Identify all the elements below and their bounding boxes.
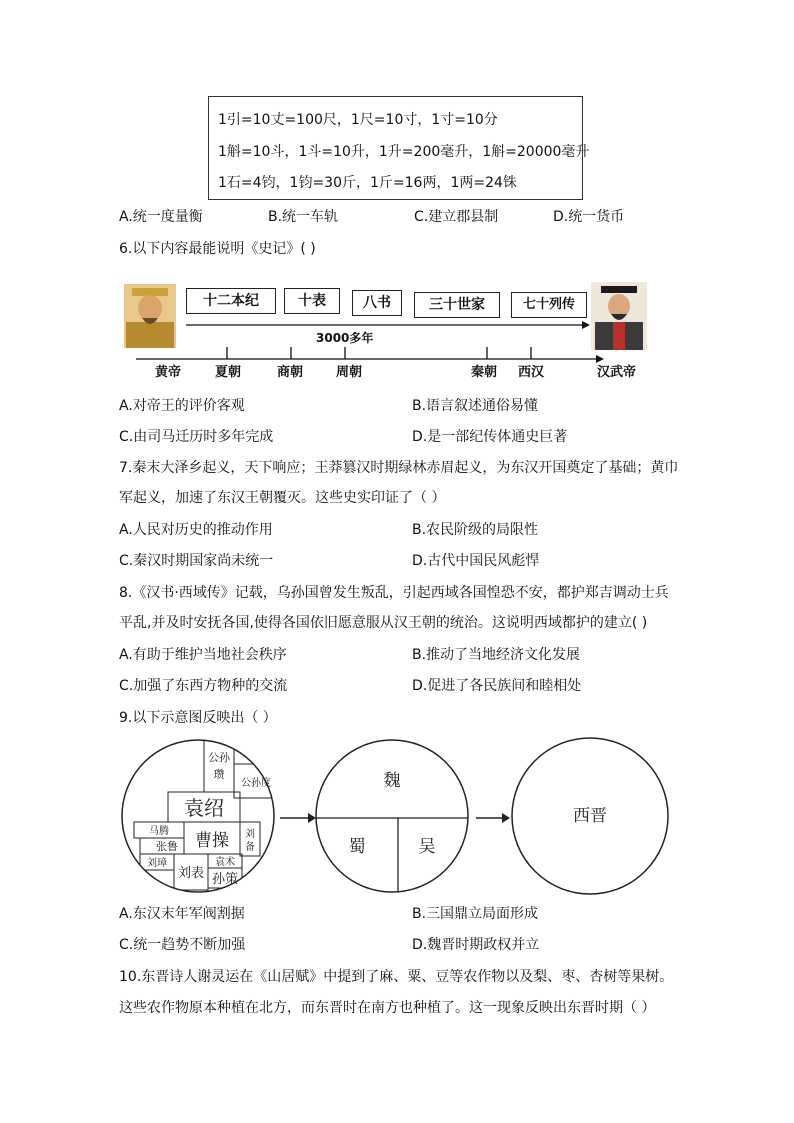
three-kingdoms-circle xyxy=(316,740,468,892)
q10-stem-line2: 这些农作物原本种植在北方，而东晋时在南方也种植了。这一现象反映出东晋时期（ ） xyxy=(119,1000,656,1016)
label-yuan-shao: 袁绍 xyxy=(184,796,224,820)
timeline-axis xyxy=(120,280,650,384)
tick-xia: 夏朝 xyxy=(215,365,242,380)
label-cao-cao: 曹操 xyxy=(195,831,229,851)
label-yuan-shu: 袁术 xyxy=(215,857,235,868)
label-shu: 蜀 xyxy=(348,837,366,857)
q9-option-b[interactable]: B.三国鼎立局面形成 xyxy=(412,906,539,922)
label-sun-ce: 孙策 xyxy=(211,872,239,887)
timeline-box-benji: 十二本纪 xyxy=(186,288,276,314)
unit-line-weight: 1石=4钧，1钧=30斤，1斤=16两，1两=24铢 xyxy=(218,175,517,191)
label-liu-bei-bottom: 备 xyxy=(245,842,255,853)
q7-stem-line1: 7.秦末大泽乡起义，天下响应；王莽篡汉时期绿林赤眉起义，为东汉开国奠定了基础；黄巾 xyxy=(119,460,679,476)
q5-option-a[interactable]: A.统一度量衡 xyxy=(119,209,203,225)
label-gongsun-du: 公孙度 xyxy=(241,778,271,789)
timeline-box-biao: 十表 xyxy=(284,288,340,314)
q6-option-d[interactable]: D.是一部纪传体通史巨著 xyxy=(412,429,568,445)
label-zhang-lu: 张鲁 xyxy=(156,840,178,853)
tick-zhou: 周朝 xyxy=(336,365,363,380)
timeline-box-liezhuan: 七十列传 xyxy=(511,292,587,318)
q8-stem-line2: 平乱,并及时安抚各国,使得各国依旧愿意服从汉王朝的统治。这说明西域都护的建立( ) xyxy=(119,615,648,631)
tick-qin: 秦朝 xyxy=(471,365,498,380)
label-liu-biao: 刘表 xyxy=(177,866,205,881)
q5-option-b[interactable]: B.统一车轨 xyxy=(268,209,339,225)
timeline-box-shu: 八书 xyxy=(352,290,402,316)
label-liu-zhang: 刘璋 xyxy=(147,858,167,869)
q9-option-c[interactable]: C.统一趋势不断加强 xyxy=(119,937,246,953)
unit-line-volume: 1斛=10斗，1斗=10升，1升=200毫升，1斛=20000毫升 xyxy=(218,144,590,160)
label-xijin: 西晋 xyxy=(573,806,607,826)
q9-stem: 9.以下示意图反映出（ ） xyxy=(119,710,277,726)
q8-option-c[interactable]: C.加强了东西方物种的交流 xyxy=(119,678,288,694)
tick-han-wudi: 汉武帝 xyxy=(597,365,637,380)
q10-stem-line1: 10.东晋诗人谢灵运在《山居赋》中提到了麻、粟、豆等农作物以及梨、枣、杏树等果树。 xyxy=(119,969,674,985)
q6-stem: 6.以下内容最能说明《史记》( ) xyxy=(119,241,316,257)
label-ma-teng: 马腾 xyxy=(149,826,169,837)
q7-stem-line2: 军起义，加速了东汉王朝覆灭。这些史实印证了（ ） xyxy=(119,490,446,506)
label-wu: 吴 xyxy=(418,837,436,857)
q6-option-b[interactable]: B.语言叙述通俗易懂 xyxy=(412,398,539,414)
q5-option-c[interactable]: C.建立郡县制 xyxy=(414,209,499,225)
label-wei: 魏 xyxy=(383,771,401,791)
q9-option-d[interactable]: D.魏晋时期政权并立 xyxy=(412,937,540,953)
tick-xihan: 西汉 xyxy=(518,365,545,380)
label-liu-bei-top: 刘 xyxy=(245,829,255,840)
q7-option-c[interactable]: C.秦汉时期国家尚未统一 xyxy=(119,553,274,569)
q5-option-d[interactable]: D.统一货币 xyxy=(553,209,625,225)
q8-stem-line1: 8.《汉书·西域传》记载，乌孙国曾发生叛乱，引起西域各国惶恐不安，都护郑吉调动士兵 xyxy=(119,585,669,601)
timeline-box-shijia: 三十世家 xyxy=(414,292,500,318)
q7-option-a[interactable]: A.人民对历史的推动作用 xyxy=(119,522,273,538)
label-gongsun-zan-bottom: 瓒 xyxy=(213,768,225,781)
tick-huangdi: 黄帝 xyxy=(155,365,182,380)
q8-option-d[interactable]: D.促进了各民族间和睦相处 xyxy=(412,678,582,694)
unit-conversion-box xyxy=(208,96,590,200)
q8-option-b[interactable]: B.推动了当地经济文化发展 xyxy=(412,647,581,663)
q8-option-a[interactable]: A.有助于维护当地社会秩序 xyxy=(119,647,287,663)
shiji-timeline xyxy=(120,280,650,384)
q6-option-a[interactable]: A.对帝王的评价客观 xyxy=(119,398,245,414)
label-gongsun-zan-top: 公孙 xyxy=(208,751,230,764)
q7-option-d[interactable]: D.古代中国民风彪悍 xyxy=(412,553,540,569)
timeline-span-label: 3000多年 xyxy=(316,331,374,345)
unit-line-length: 1引=10丈=100尺，1尺=10寸，1寸=10分 xyxy=(218,112,498,128)
tick-shang: 商朝 xyxy=(277,365,304,380)
q9-option-a[interactable]: A.东汉末年军阀割据 xyxy=(119,906,245,922)
q7-option-b[interactable]: B.农民阶级的局限性 xyxy=(412,522,539,538)
q6-option-c[interactable]: C.由司马迁历时多年完成 xyxy=(119,429,274,445)
three-kingdoms-diagram xyxy=(120,734,672,898)
